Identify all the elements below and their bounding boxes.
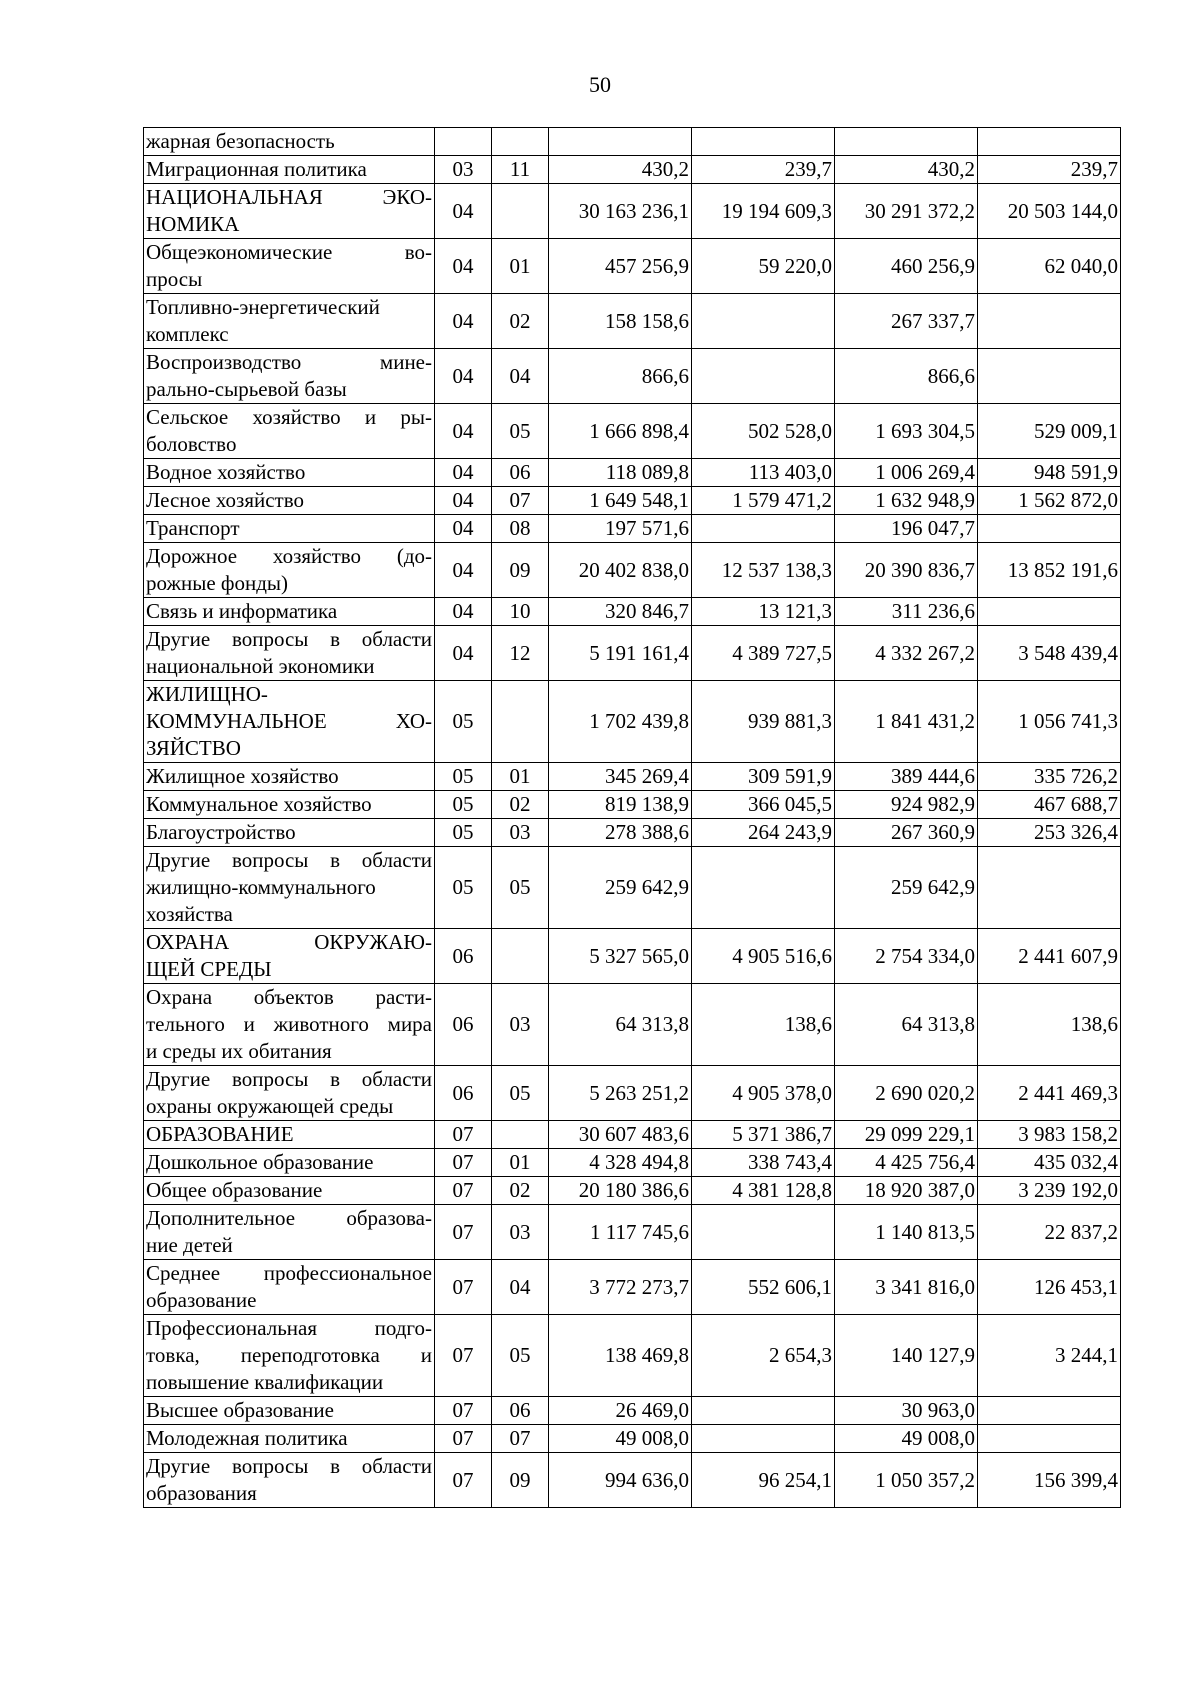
row-value-1: 430,2 [549, 156, 692, 184]
row-value-1: 259 642,9 [549, 847, 692, 929]
row-value-4: 435 032,4 [978, 1149, 1121, 1177]
table-row [144, 1397, 1121, 1425]
row-value-1 [549, 128, 692, 156]
row-name: Другие вопросы в области охраны окружающей среды [144, 1066, 435, 1121]
row-subsection-code: 07 [492, 487, 549, 515]
row-value-2: 113 403,0 [692, 459, 835, 487]
row-section-code: 05 [435, 847, 492, 929]
row-value-2: 96 254,1 [692, 1453, 835, 1508]
row-value-1: 278 388,6 [549, 819, 692, 847]
row-section-code: 06 [435, 929, 492, 984]
row-value-2: 4 389 727,5 [692, 626, 835, 681]
row-value-4: 948 591,9 [978, 459, 1121, 487]
row-name: Топливно-энергетический комплекс [144, 294, 435, 349]
row-section-code: 07 [435, 1453, 492, 1508]
row-subsection-code: 09 [492, 543, 549, 598]
row-value-3: 2 754 334,0 [835, 929, 978, 984]
row-value-1: 30 163 236,1 [549, 184, 692, 239]
row-name: Сельское хозяйство и ры- боловство [144, 404, 435, 459]
table-row [144, 1205, 1121, 1260]
row-name: НАЦИОНАЛЬНАЯ ЭКО- НОМИКА [144, 184, 435, 239]
row-subsection-code [492, 128, 549, 156]
row-value-1: 197 571,6 [549, 515, 692, 543]
table-row [144, 487, 1121, 515]
row-value-2 [692, 294, 835, 349]
table-row [144, 1315, 1121, 1397]
row-value-3: 2 690 020,2 [835, 1066, 978, 1121]
row-value-3: 866,6 [835, 349, 978, 404]
row-value-3: 259 642,9 [835, 847, 978, 929]
row-value-4 [978, 349, 1121, 404]
table-row [144, 404, 1121, 459]
row-value-2: 4 905 516,6 [692, 929, 835, 984]
row-subsection-code: 11 [492, 156, 549, 184]
table-row [144, 1260, 1121, 1315]
row-value-1: 1 666 898,4 [549, 404, 692, 459]
row-value-2: 138,6 [692, 984, 835, 1066]
row-subsection-code: 12 [492, 626, 549, 681]
row-name: Молодежная политика [144, 1425, 435, 1453]
table-row [144, 763, 1121, 791]
row-value-2: 239,7 [692, 156, 835, 184]
row-value-1: 5 191 161,4 [549, 626, 692, 681]
row-name: Другие вопросы в области жилищно-коммунального хозяйства [144, 847, 435, 929]
table-row [144, 1453, 1121, 1508]
row-value-1: 345 269,4 [549, 763, 692, 791]
row-value-2 [692, 515, 835, 543]
row-value-3: 4 425 756,4 [835, 1149, 978, 1177]
row-value-1: 64 313,8 [549, 984, 692, 1066]
row-subsection-code: 03 [492, 984, 549, 1066]
row-value-4 [978, 1397, 1121, 1425]
row-value-4 [978, 515, 1121, 543]
row-subsection-code: 05 [492, 404, 549, 459]
row-value-2: 1 579 471,2 [692, 487, 835, 515]
row-value-2: 264 243,9 [692, 819, 835, 847]
row-value-1: 138 469,8 [549, 1315, 692, 1397]
row-name: ОБРАЗОВАНИЕ [144, 1121, 435, 1149]
row-value-3: 267 337,7 [835, 294, 978, 349]
row-value-1: 5 263 251,2 [549, 1066, 692, 1121]
row-value-4 [978, 1425, 1121, 1453]
row-name: Среднее профессиональное образование [144, 1260, 435, 1315]
row-section-code: 04 [435, 598, 492, 626]
row-value-2: 4 905 378,0 [692, 1066, 835, 1121]
row-name: Воспроизводство мине- рально-сырьевой базы [144, 349, 435, 404]
row-value-3: 430,2 [835, 156, 978, 184]
row-subsection-code: 10 [492, 598, 549, 626]
row-value-2 [692, 1425, 835, 1453]
row-name: Лесное хозяйство [144, 487, 435, 515]
row-value-1: 457 256,9 [549, 239, 692, 294]
table-row [144, 543, 1121, 598]
row-section-code: 04 [435, 543, 492, 598]
row-subsection-code: 07 [492, 1425, 549, 1453]
row-value-3: 18 920 387,0 [835, 1177, 978, 1205]
row-value-4 [978, 847, 1121, 929]
row-name: Миграционная политика [144, 156, 435, 184]
row-value-4: 253 326,4 [978, 819, 1121, 847]
row-value-2 [692, 1205, 835, 1260]
row-value-1: 4 328 494,8 [549, 1149, 692, 1177]
row-name: Профессиональная подго- товка, переподготовка и повышение квалификации [144, 1315, 435, 1397]
row-subsection-code: 01 [492, 1149, 549, 1177]
row-value-2: 4 381 128,8 [692, 1177, 835, 1205]
row-value-4 [978, 598, 1121, 626]
row-name: Жилищное хозяйство [144, 763, 435, 791]
row-value-1: 994 636,0 [549, 1453, 692, 1508]
table-row [144, 929, 1121, 984]
row-subsection-code: 05 [492, 1315, 549, 1397]
table-row [144, 1177, 1121, 1205]
row-subsection-code: 04 [492, 1260, 549, 1315]
row-subsection-code: 02 [492, 294, 549, 349]
row-value-2: 59 220,0 [692, 239, 835, 294]
row-section-code: 05 [435, 791, 492, 819]
row-value-1: 158 158,6 [549, 294, 692, 349]
row-value-4: 2 441 607,9 [978, 929, 1121, 984]
row-value-4: 3 244,1 [978, 1315, 1121, 1397]
table-row [144, 1425, 1121, 1453]
row-value-4: 335 726,2 [978, 763, 1121, 791]
row-value-3: 29 099 229,1 [835, 1121, 978, 1149]
row-value-3: 1 693 304,5 [835, 404, 978, 459]
row-subsection-code: 06 [492, 459, 549, 487]
row-subsection-code: 06 [492, 1397, 549, 1425]
row-value-2: 13 121,3 [692, 598, 835, 626]
row-name: Дошкольное образование [144, 1149, 435, 1177]
row-value-3: 20 390 836,7 [835, 543, 978, 598]
row-section-code: 05 [435, 681, 492, 763]
row-value-3: 1 632 948,9 [835, 487, 978, 515]
row-value-3 [835, 128, 978, 156]
row-value-3: 49 008,0 [835, 1425, 978, 1453]
table-row [144, 184, 1121, 239]
table-row [144, 1121, 1121, 1149]
row-subsection-code: 05 [492, 1066, 549, 1121]
row-value-3: 3 341 816,0 [835, 1260, 978, 1315]
table-row [144, 847, 1121, 929]
row-value-2: 5 371 386,7 [692, 1121, 835, 1149]
table-row [144, 294, 1121, 349]
row-value-3: 311 236,6 [835, 598, 978, 626]
row-section-code: 04 [435, 404, 492, 459]
row-value-4 [978, 128, 1121, 156]
row-value-2: 366 045,5 [692, 791, 835, 819]
row-value-1: 20 180 386,6 [549, 1177, 692, 1205]
table-row [144, 156, 1121, 184]
row-section-code: 07 [435, 1205, 492, 1260]
row-section-code: 04 [435, 349, 492, 404]
row-value-2: 19 194 609,3 [692, 184, 835, 239]
row-section-code: 04 [435, 515, 492, 543]
row-section-code: 04 [435, 626, 492, 681]
table-row [144, 128, 1121, 156]
row-name: Охрана объектов расти- тельного и животного мира и среды их обитания [144, 984, 435, 1066]
row-subsection-code: 09 [492, 1453, 549, 1508]
row-value-2: 939 881,3 [692, 681, 835, 763]
row-section-code: 04 [435, 239, 492, 294]
row-name: Водное хозяйство [144, 459, 435, 487]
table-row [144, 515, 1121, 543]
row-section-code: 07 [435, 1260, 492, 1315]
row-subsection-code: 08 [492, 515, 549, 543]
row-value-3: 924 982,9 [835, 791, 978, 819]
table-row [144, 239, 1121, 294]
row-value-1: 5 327 565,0 [549, 929, 692, 984]
row-value-4: 3 983 158,2 [978, 1121, 1121, 1149]
row-value-1: 866,6 [549, 349, 692, 404]
row-value-3: 1 841 431,2 [835, 681, 978, 763]
row-value-1: 30 607 483,6 [549, 1121, 692, 1149]
row-value-2: 12 537 138,3 [692, 543, 835, 598]
row-name: Дополнительное образова- ние детей [144, 1205, 435, 1260]
row-subsection-code: 02 [492, 1177, 549, 1205]
row-name: Благоустройство [144, 819, 435, 847]
row-subsection-code [492, 184, 549, 239]
row-subsection-code: 01 [492, 763, 549, 791]
row-subsection-code: 01 [492, 239, 549, 294]
row-value-4: 138,6 [978, 984, 1121, 1066]
row-name: ОХРАНА ОКРУЖАЮ- ЩЕЙ СРЕДЫ [144, 929, 435, 984]
row-value-2 [692, 128, 835, 156]
row-name: ЖИЛИЩНО- КОММУНАЛЬНОЕ ХО- ЗЯЙСТВО [144, 681, 435, 763]
row-value-2: 2 654,3 [692, 1315, 835, 1397]
row-subsection-code: 04 [492, 349, 549, 404]
row-section-code: 06 [435, 984, 492, 1066]
row-subsection-code: 05 [492, 847, 549, 929]
row-value-4: 3 239 192,0 [978, 1177, 1121, 1205]
row-value-3: 389 444,6 [835, 763, 978, 791]
row-value-4: 1 562 872,0 [978, 487, 1121, 515]
row-section-code: 06 [435, 1066, 492, 1121]
row-section-code: 07 [435, 1315, 492, 1397]
row-value-4: 156 399,4 [978, 1453, 1121, 1508]
row-name: Коммунальное хозяйство [144, 791, 435, 819]
row-section-code: 07 [435, 1397, 492, 1425]
row-value-4: 62 040,0 [978, 239, 1121, 294]
row-section-code: 07 [435, 1149, 492, 1177]
budget-table-body [144, 128, 1121, 1508]
row-value-1: 819 138,9 [549, 791, 692, 819]
row-section-code: 07 [435, 1177, 492, 1205]
row-section-code: 03 [435, 156, 492, 184]
row-subsection-code: 02 [492, 791, 549, 819]
row-value-3: 1 140 813,5 [835, 1205, 978, 1260]
row-subsection-code [492, 1121, 549, 1149]
row-value-4: 22 837,2 [978, 1205, 1121, 1260]
table-row [144, 984, 1121, 1066]
row-value-4 [978, 294, 1121, 349]
row-value-2: 309 591,9 [692, 763, 835, 791]
row-subsection-code [492, 929, 549, 984]
row-value-4: 13 852 191,6 [978, 543, 1121, 598]
row-value-1: 320 846,7 [549, 598, 692, 626]
row-value-2 [692, 349, 835, 404]
table-row [144, 598, 1121, 626]
row-value-1: 3 772 273,7 [549, 1260, 692, 1315]
row-value-3: 4 332 267,2 [835, 626, 978, 681]
table-row [144, 459, 1121, 487]
row-value-1: 1 702 439,8 [549, 681, 692, 763]
row-value-1: 1 117 745,6 [549, 1205, 692, 1260]
row-section-code: 04 [435, 294, 492, 349]
row-section-code: 07 [435, 1121, 492, 1149]
row-value-3: 30 291 372,2 [835, 184, 978, 239]
row-name: Высшее образование [144, 1397, 435, 1425]
row-value-4: 20 503 144,0 [978, 184, 1121, 239]
row-value-1: 20 402 838,0 [549, 543, 692, 598]
row-value-4: 2 441 469,3 [978, 1066, 1121, 1121]
table-row [144, 791, 1121, 819]
table-row [144, 349, 1121, 404]
row-name: Транспорт [144, 515, 435, 543]
row-value-4: 126 453,1 [978, 1260, 1121, 1315]
row-value-3: 196 047,7 [835, 515, 978, 543]
row-value-3: 64 313,8 [835, 984, 978, 1066]
row-name: Общеэкономические во- просы [144, 239, 435, 294]
table-row [144, 819, 1121, 847]
table-row [144, 1149, 1121, 1177]
row-value-3: 1 050 357,2 [835, 1453, 978, 1508]
row-section-code: 05 [435, 819, 492, 847]
row-section-code: 07 [435, 1425, 492, 1453]
row-name: Дорожное хозяйство (до- рожные фонды) [144, 543, 435, 598]
row-subsection-code: 03 [492, 1205, 549, 1260]
table-row [144, 626, 1121, 681]
row-value-4: 529 009,1 [978, 404, 1121, 459]
row-value-2: 338 743,4 [692, 1149, 835, 1177]
table-row [144, 1066, 1121, 1121]
row-value-2: 502 528,0 [692, 404, 835, 459]
row-value-3: 460 256,9 [835, 239, 978, 294]
row-value-1: 26 469,0 [549, 1397, 692, 1425]
row-section-code: 04 [435, 184, 492, 239]
row-value-3: 30 963,0 [835, 1397, 978, 1425]
row-value-3: 140 127,9 [835, 1315, 978, 1397]
row-name: жарная безопасность [144, 128, 435, 156]
row-section-code: 05 [435, 763, 492, 791]
row-value-4: 239,7 [978, 156, 1121, 184]
row-section-code: 04 [435, 487, 492, 515]
page-number: 50 [589, 72, 611, 97]
row-subsection-code [492, 681, 549, 763]
row-name: Другие вопросы в области образования [144, 1453, 435, 1508]
row-value-2 [692, 1397, 835, 1425]
table-row [144, 681, 1121, 763]
row-value-4: 3 548 439,4 [978, 626, 1121, 681]
row-value-1: 118 089,8 [549, 459, 692, 487]
row-value-3: 1 006 269,4 [835, 459, 978, 487]
row-name: Связь и информатика [144, 598, 435, 626]
row-section-code [435, 128, 492, 156]
row-value-1: 49 008,0 [549, 1425, 692, 1453]
row-value-4: 467 688,7 [978, 791, 1121, 819]
row-name: Другие вопросы в области национальной экономики [144, 626, 435, 681]
row-subsection-code: 03 [492, 819, 549, 847]
row-value-4: 1 056 741,3 [978, 681, 1121, 763]
row-value-2: 552 606,1 [692, 1260, 835, 1315]
row-name: Общее образование [144, 1177, 435, 1205]
row-section-code: 04 [435, 459, 492, 487]
row-value-2 [692, 847, 835, 929]
row-value-3: 267 360,9 [835, 819, 978, 847]
row-value-1: 1 649 548,1 [549, 487, 692, 515]
budget-table [143, 127, 1121, 1508]
